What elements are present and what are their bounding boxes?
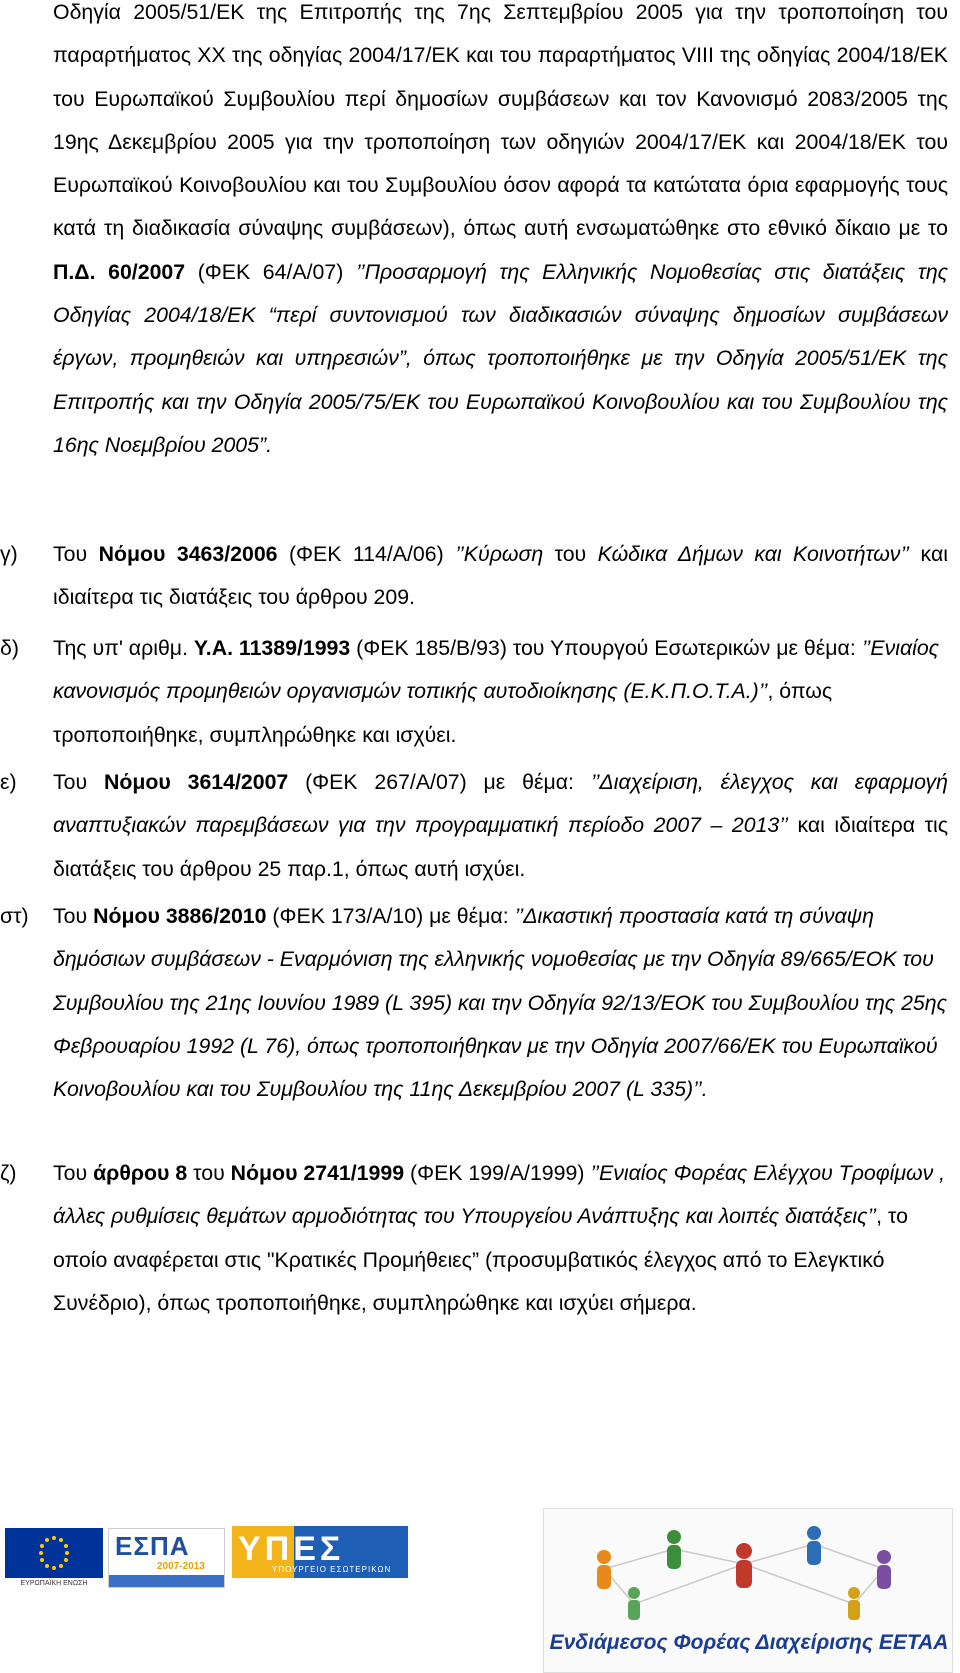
ypes-text: ΥΠΕΣ [238,1530,345,1568]
item-italic: ’’Δικαστική προστασία κατά τη σύναψη δημόσιων συμβάσεων - Εναρμόνιση της ελληνικής νομοθεσίας με την Οδηγία 89/665/ΕΟΚ του Συμβουλίου της 21ης Ιουνίου 1989 (L 395) και την Οδηγία 92/13/ΕΟΚ του Συμβουλίου της 25ης Φεβρουαρίου 1992 (L 76), όπως τροποποιήθηκαν με την Οδηγία 2007/66/ΕΚ του Ευρωπαϊκού Κοινοβουλίου και του Συμβουλίου της 11ης Δεκεμβρίου 2007 (L 335)’’. [53,904,947,1102]
espa-title: ΕΣΠΑ [115,1531,190,1561]
item-text: (ΦΕΚ 114/Α/06) [277,542,456,566]
item-label: δ) [0,636,19,660]
item-text: Του [53,1161,94,1185]
item-label: στ) [0,904,29,928]
item-text: και ιδιαίτερα τις διατάξεις του άρθρου 209. [53,542,948,610]
footer-logos [0,1508,960,1673]
item-body [53,761,948,891]
eetaa-logo [543,1508,953,1673]
intro-title-italic: ’’Προσαρμογή της Ελληνικής Νομοθεσίας στις διατάξεις της Οδηγίας 2004/18/ΕΚ “περί συντονισμού των διαδικασιών σύναψης δημοσίων συμβάσεων έργων, προμηθειών και υπηρεσιών”, όπως τροποποιήθηκε με την Οδηγία 2005/51/ΕΚ της Επιτροπής και την Οδηγία 2005/75/ΕΚ του Ευρωπαϊκού Κοινοβουλίου και του Συμβουλίου της 16ης Νοεμβρίου 2005”. [53,259,948,457]
eu-caption: ΕΥΡΩΠΑΪΚΗ ΕΝΩΣΗ [20,1580,88,1587]
item-text: (ΦΕΚ 185/Β/93) του Υπουργού Εσωτερικών με θέμα: [350,636,862,660]
item-body [53,533,948,620]
item-text: (ΦΕΚ 173/Α/10) με θέμα: [266,904,515,928]
item-text: Της υπ' αριθμ. [53,636,194,660]
item-text: Του [53,542,99,566]
item-text: (ΦΕΚ 267/Α/07) με θέμα: [288,770,591,794]
ypes-subtitle: ΥΠΟΥΡΓΕΙΟ ΕΣΩΤΕΡΙΚΩΝ [272,1565,392,1574]
item-italic: ’’Ενιαίος Φορέας Ελέγχου Τροφίμων , άλλες ρυθμίσεις θεμάτων αρμοδιότητας του Υπουργείου Ανάπτυξης και λοιπές διατάξεις’’ [53,1161,946,1229]
network-people-icon [544,1509,952,1629]
item-text: , το οποίο αναφέρεται στις "Κρατικές Προμήθειες” (προσυμβατικός έλεγχος από το Ελεγκτικό Συνέδριο), όπως τροποποιήθηκε, συμπληρώθηκε και ισχύει σήμερα. [53,1204,908,1315]
item-label: ζ) [0,1161,17,1185]
item-italic: ’’Κύρωση [455,542,544,566]
ypes-logo [232,1526,408,1578]
intro-text: Οδηγία 2005/51/ΕΚ της Επιτροπής της 7ης Σεπτεμβρίου 2005 για την τροποποίηση του παραρτήματος ΧΧ της οδηγίας 2004/17/ΕΚ και του παραρτήματος VIII της οδηγίας 2004/18/ΕΚ του Ευρωπαϊκού Συμβουλίου περί δημοσίων συμβάσεων και τον Κανονισμό 2083/2005 της 19ης Δεκεμβρίου 2005 για την τροποποίηση των οδηγιών 2004/17/ΕΚ και 2004/18/ΕΚ του Ευρωπαϊκού Κοινοβουλίου και του Συμβουλίου όσον αφορά τα κατώτατα όρια εφαρμογής τους κατά τη διαδικασία σύναψης συμβάσεων), όπως αυτή ενσωματώθηκε στο εθνικό δίκαιο με το [53,0,948,241]
item-italic: ’’Διαχείριση, έλεγχος και εφαρμογή αναπτυξιακών παρεμβάσεων για την προγραμματική περίοδο 2007 – 2013’’ [53,770,948,838]
espa-bar [109,1575,224,1587]
eetaa-caption: Ενδιάμεσος Φορέας Διαχείρισης ΕΕΤΑΑ [549,1631,949,1654]
eu-flag-logo [5,1528,103,1578]
item-text: , όπως τροποποιήθηκε, συμπληρώθηκε και ισχύει. [53,679,833,747]
item-text: (ΦΕΚ 199/Α/1999) [404,1161,591,1185]
item-text: Του [53,904,94,928]
intro-fek: (ΦΕΚ 64/Α/07) [185,259,356,284]
item-text: και ιδιαίτερα τις διατάξεις του άρθρου 25 παρ.1, όπως αυτή ισχύει. [53,813,948,881]
law-ref: Νόμου 2741/1999 [230,1161,405,1185]
item-body [53,895,948,1111]
law-ref: Υ.Α. 11389/1993 [193,636,351,660]
item-text: Του [53,770,104,794]
espa-logo [108,1528,225,1588]
item-italic: ’’Ενιαίος κανονισμός προμηθειών οργανισμών τοπικής αυτοδιοίκησης (Ε.Κ.Π.Ο.Τ.Α.)’’ [53,636,940,704]
law-ref: Νόμου 3886/2010 [93,904,267,928]
item-body [53,627,948,757]
item-label: ε) [0,770,17,794]
law-ref: Νόμου 3614/2007 [103,770,289,794]
law-ref: Νόμου 3463/2006 [98,542,278,566]
item-body [53,1152,948,1325]
article-ref: άρθρου 8 [93,1161,188,1185]
item-label: γ) [0,542,18,566]
espa-years: 2007-2013 [157,1561,205,1572]
intro-paragraph [53,0,948,467]
item-text: του [543,542,598,566]
intro-pd-ref: Π.Δ. 60/2007 [53,259,186,284]
eu-stars-icon [5,1528,103,1578]
item-text: του [187,1161,231,1185]
item-italic: Κώδικα Δήμων και Κοινοτήτων’’ [597,542,910,566]
